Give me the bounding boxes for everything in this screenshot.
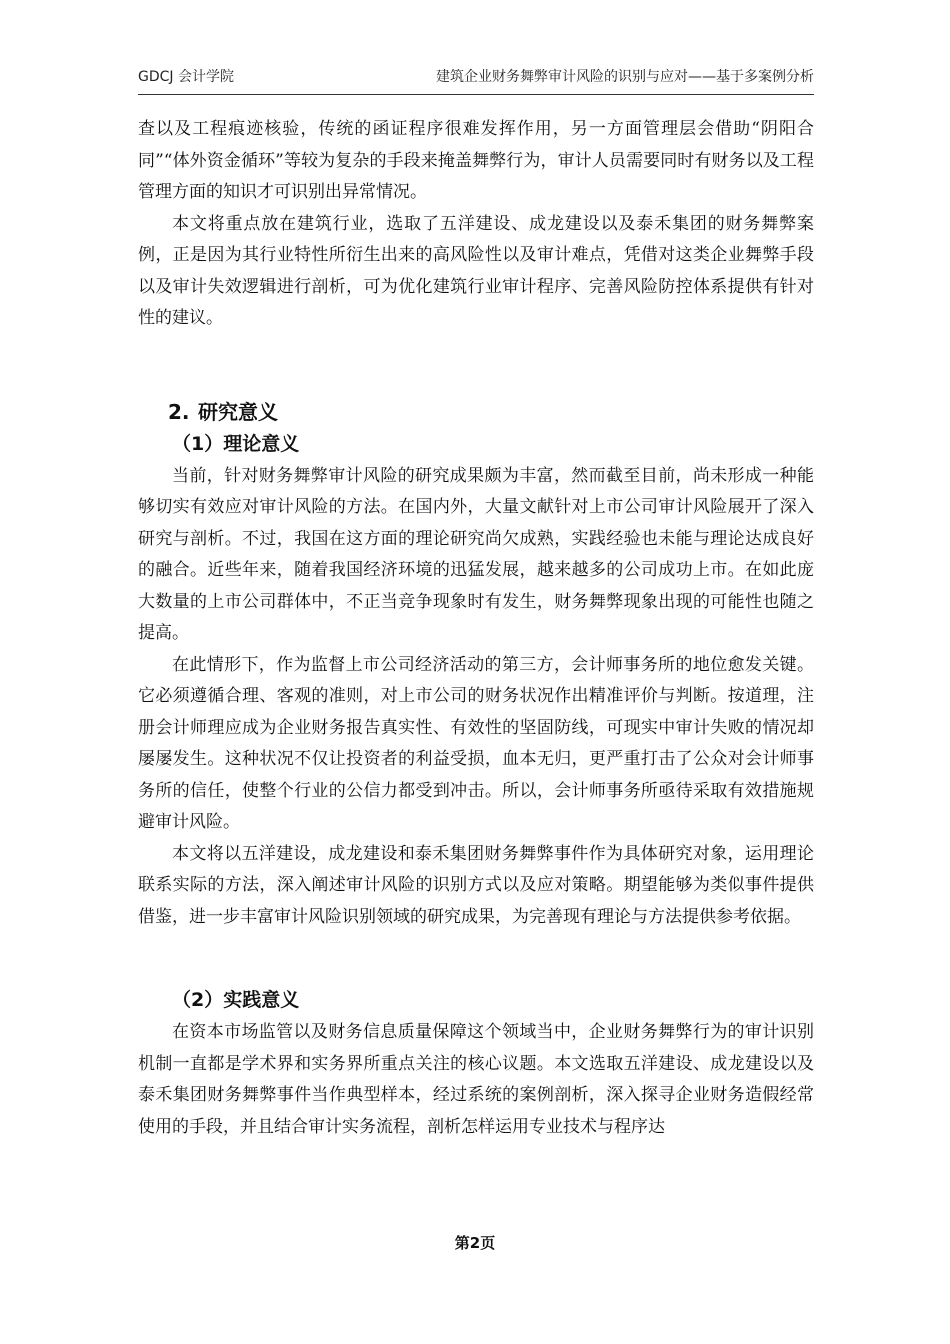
section-title: 研究意义 xyxy=(198,399,278,424)
subsection-heading-theoretical: （1）理论意义 xyxy=(172,432,300,455)
page-header xyxy=(138,66,814,88)
theory-paragraph-1: 当前，针对财务舞弊审计风险的研究成果颇为丰富，然而截至目前，尚未形成一种能够切实有效应对审计风险的方法。在国内外，大量文献针对上市公司审计风险展开了深入研究与剖析。不过，我国在这方面的理论研究尚欠成熟，实践经验也未能与理论达成良好的融合。近些年来，随着我国经济环境的迅猛发展，越来越多的公司成功上市。在如此庞大数量的上市公司群体中，不正当竞争现象时有发生，财务舞弊现象出现的可能性也随之提高。 xyxy=(138,465,814,643)
header-institution: GDCJ 会计学院 xyxy=(138,69,234,85)
header-thesis-title: 建筑企业财务舞弊审计风险的识别与应对——基于多案例分析 xyxy=(436,69,814,85)
spacer xyxy=(138,335,814,397)
page-content xyxy=(138,114,814,1143)
theory-paragraph-3: 本文将以五洋建设，成龙建设和泰禾集团财务舞弊事件作为具体研究对象，运用理论联系实际的方法，深入阐述审计风险的识别方式以及应对策略。期望能够为类似事件提供借鉴，进一步丰富审计风险识别领域的研究成果，为完善现有理论与方法提供参考依据。 xyxy=(138,843,814,927)
intro-paragraph: 本文将重点放在建筑行业，选取了五洋建设、成龙建设以及泰禾集团的财务舞弊案例，正是因为其行业特性所衍生出来的高风险性以及审计难点，凭借对这类企业舞弊手段以及审计失效逻辑进行剖析，可为优化建筑行业审计程序、完善风险防控体系提供有针对性的建议。 xyxy=(138,213,814,328)
spacer xyxy=(138,933,814,983)
practice-paragraph-1: 在资本市场监管以及财务信息质量保障这个领域当中，企业财务舞弊行为的审计识别机制一直都是学术界和实务界所重点关注的核心议题。本文选取五洋建设、成龙建设以及泰禾集团财务舞弊事件当作典型样本，经过系统的案例剖析，深入探寻企业财务造假经常使用的手段，并且结合审计实务流程，剖析怎样运用专业技术与程序达 xyxy=(138,1022,814,1137)
theory-paragraph-2: 在此情形下，作为监督上市公司经济活动的第三方，会计师事务所的地位愈发关键。它必须遵循合理、客观的准则，对上市公司的财务状况作出精准评价与判断。按道理，注册会计师理应成为企业财务报告真实性、有效性的坚固防线，可现实中审计失败的情况却屡屡发生。这种状况不仅让投资者的利益受损，血本无归，更严重打击了公众对会计师事务所的信任，使整个行业的公信力都受到冲击。所以，会计师事务所亟待采取有效措施规避审计风险。 xyxy=(138,654,814,832)
intro-continued-paragraph: 查以及工程痕迹核验，传统的函证程序很难发挥作用，另一方面管理层会借助“阴阳合同”“体外资金循环”等较为复杂的手段来掩盖舞弊行为，审计人员需要同时有财务以及工程管理方面的知识才可识别出异常情况。 xyxy=(138,119,814,202)
header-divider xyxy=(138,94,814,95)
page-number: 第2页 xyxy=(454,1234,496,1252)
section-heading-research-significance xyxy=(138,397,814,427)
subsection-heading-practical: （2）实践意义 xyxy=(172,989,300,1011)
section-number: 2. xyxy=(168,399,190,424)
